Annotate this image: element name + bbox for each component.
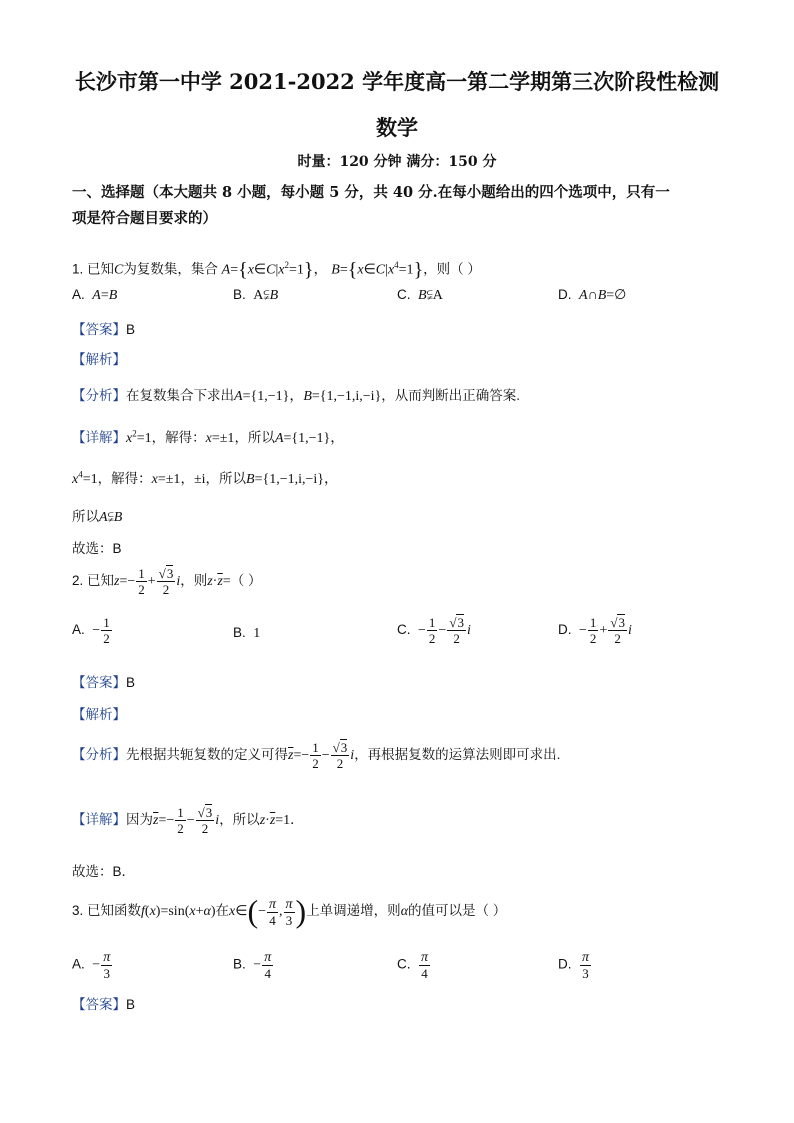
q1-set-a: A xyxy=(221,262,231,278)
q1-stem-prefix: 1. 已知 xyxy=(72,261,115,277)
q3-option-c: C. $\frac{\pi}{4}$ xyxy=(397,950,429,981)
q1-detail-line2: $x^4=1$，解得：x=±1，±i，所以B={1,−1,i,−i}， xyxy=(72,469,338,487)
q1-fenxi-text: 在复数集合下求出 xyxy=(126,388,234,403)
q1-fenxi: 【分析】在复数集合下求出A={1,−1}，B={1,−1,i,−i}，从而判断出正确答案. xyxy=(72,388,521,404)
q1-conclusion: 所以A⫋B xyxy=(72,509,123,525)
q1-option-b: B. A⫋B xyxy=(233,287,279,303)
q2-answer xyxy=(72,671,135,691)
q1-option-c-letter: C. xyxy=(397,287,411,302)
answer-label: 【答案】 xyxy=(72,997,126,1012)
q2-option-a-letter: A. xyxy=(72,622,85,638)
q3-option-b: B. − $\frac{\pi}{4}$ xyxy=(233,950,272,981)
q2-stem-end: ，则 xyxy=(180,573,208,589)
q2-option-b xyxy=(233,625,260,642)
q2-detail-end: ． xyxy=(290,812,304,828)
q1-answer xyxy=(72,318,135,338)
q2-analysis-label xyxy=(72,703,126,723)
q1-detail-2a: ，解得： xyxy=(97,471,152,486)
q2-option-c-letter: C. xyxy=(397,622,411,638)
q2-option-c: C. − $\frac{1}{2}$ − $\frac{√3}{2}$ i xyxy=(397,615,471,646)
q2-stem-paren: （ ） xyxy=(230,573,262,589)
xiangjie-label: 【详解】 xyxy=(72,430,126,445)
q3-answer-value: B xyxy=(126,997,136,1012)
q1-answer-value: B xyxy=(126,322,136,337)
exam-title: 长沙市第一中学 2021-2022 学年度高一第二学期第三次阶段性检测 xyxy=(74,69,720,94)
q1-so-text: 所以 xyxy=(72,509,99,524)
q1-set-b: B xyxy=(331,262,340,278)
q2-fenxi: 【分析】先根据共轭复数的定义可得$\overline{z}=-$ $\frac{1}{2}$ − $\frac{√3}{2}$ i，再根据复数的运算法则即可求出. xyxy=(72,740,561,771)
fenxi-label: 【分析】 xyxy=(72,388,126,403)
q3-option-a-letter: A. xyxy=(72,956,85,972)
q1-stem-mid: 为复数集，集合 xyxy=(123,261,218,277)
q1-option-d: D. A∩B=∅ xyxy=(558,287,627,303)
answer-label: 【答案】 xyxy=(72,675,126,690)
q1-choice: 故选：B xyxy=(72,541,122,556)
analysis-label: 【解析】 xyxy=(72,707,126,722)
q1-option-c: C. B⫋A xyxy=(397,287,443,303)
q1-option-a: A. A=B xyxy=(72,287,118,303)
q2-fenxi-end: ，再根据复数的运算法则即可求出. xyxy=(354,747,561,763)
q3-stem-end: 的值可以是（ ） xyxy=(408,903,507,919)
q3-option-a: A. − $\frac{\pi}{3}$ xyxy=(72,950,111,981)
q3-option-b-letter: B. xyxy=(233,956,246,972)
section-heading-line1: 一、选择题（本大题共 8 小题，每小题 5 分，共 40 分.在每小题给出的四个选项中，只有一 xyxy=(72,184,670,201)
q2-detail-text: 因为 xyxy=(126,812,153,828)
q1-option-a-letter: A. xyxy=(72,287,85,302)
fenxi-label: 【分析】 xyxy=(72,747,126,763)
exam-meta: 时量：120 分钟 满分：150 分 xyxy=(297,154,497,170)
q1-analysis-label xyxy=(72,348,126,368)
q2-answer-value: B xyxy=(126,675,136,690)
q2-detail-mid: ，所以 xyxy=(219,812,260,828)
q1-detail-1b: ，所以 xyxy=(234,430,275,445)
q1-option-b-letter: B. xyxy=(233,287,246,302)
q3-option-d-letter: D. xyxy=(558,956,572,972)
q1-detail-line1: 【详解】$x^2=1$，解得：x=±1，所以A={1,−1}， xyxy=(72,428,345,446)
answer-label: 【答案】 xyxy=(72,322,126,337)
q3-stem: 3. 已知函数f(x)=sin(x+α)在x∈(− $\frac{\pi}{4}$ , $\frac{\pi}{3}$ )上单调递增，则α的值可以是（ ） xyxy=(72,893,507,929)
q2-option-a: A. − $\frac{1}{2}$ xyxy=(72,615,110,646)
q3-option-c-letter: C. xyxy=(397,956,411,972)
exam-subject: 数学 xyxy=(376,115,418,140)
q1-option-d-letter: D. xyxy=(558,287,572,302)
q3-stem-prefix: 3. 已知函数 xyxy=(72,903,142,919)
section-heading-line2: 项是符合题目要求的） xyxy=(72,210,217,227)
q1-stem: 1. 已知C为复数集，集合 $A=\{x\in C|x^2=1\}$， $B=\{x\in C|x^4=1\}$，则（ ） xyxy=(72,258,481,281)
q2-option-d: D. − $\frac{1}{2}$ + $\frac{√3}{2}$ i xyxy=(558,615,632,646)
q2-detail: 【详解】因为$\overline{z}=-$ $\frac{1}{2}$ − $\frac{√3}{2}$ i，所以$z\cdot\overline{z}=1$． xyxy=(72,805,304,836)
q2-option-b-letter: B. xyxy=(233,625,246,640)
q2-option-d-letter: D. xyxy=(558,622,572,638)
q1-fenxi-end: ，从而判断出正确答案. xyxy=(381,388,521,403)
q3-option-d: D. $\frac{\pi}{3}$ xyxy=(558,950,590,981)
xiangjie-label: 【详解】 xyxy=(72,812,126,828)
q3-answer xyxy=(72,993,135,1013)
q2-choice: 故选：B． xyxy=(72,864,136,879)
q2-stem: 2. 已知z=− $\frac{1}{2}$ + $\frac{√3}{2}$ i，则$z\cdot\overline{z}=$（ ） xyxy=(72,566,262,597)
q2-option-b-value: 1 xyxy=(253,626,261,641)
q3-stem-mid: 在 xyxy=(215,903,230,919)
analysis-label: 【解析】 xyxy=(72,352,126,367)
q1-set-c: C xyxy=(114,262,124,278)
q2-fenxi-text: 先根据共轭复数的定义可得 xyxy=(126,747,288,763)
q2-stem-prefix: 2. 已知 xyxy=(72,573,115,589)
q1-detail-1a: ，解得： xyxy=(151,430,206,445)
q1-stem-end: ，则（ ） xyxy=(423,261,481,277)
q1-detail-2b: ， xyxy=(180,471,194,486)
q3-stem-mid2: 上单调递增，则 xyxy=(306,903,401,919)
q1-detail-2c: ，所以 xyxy=(205,471,247,486)
